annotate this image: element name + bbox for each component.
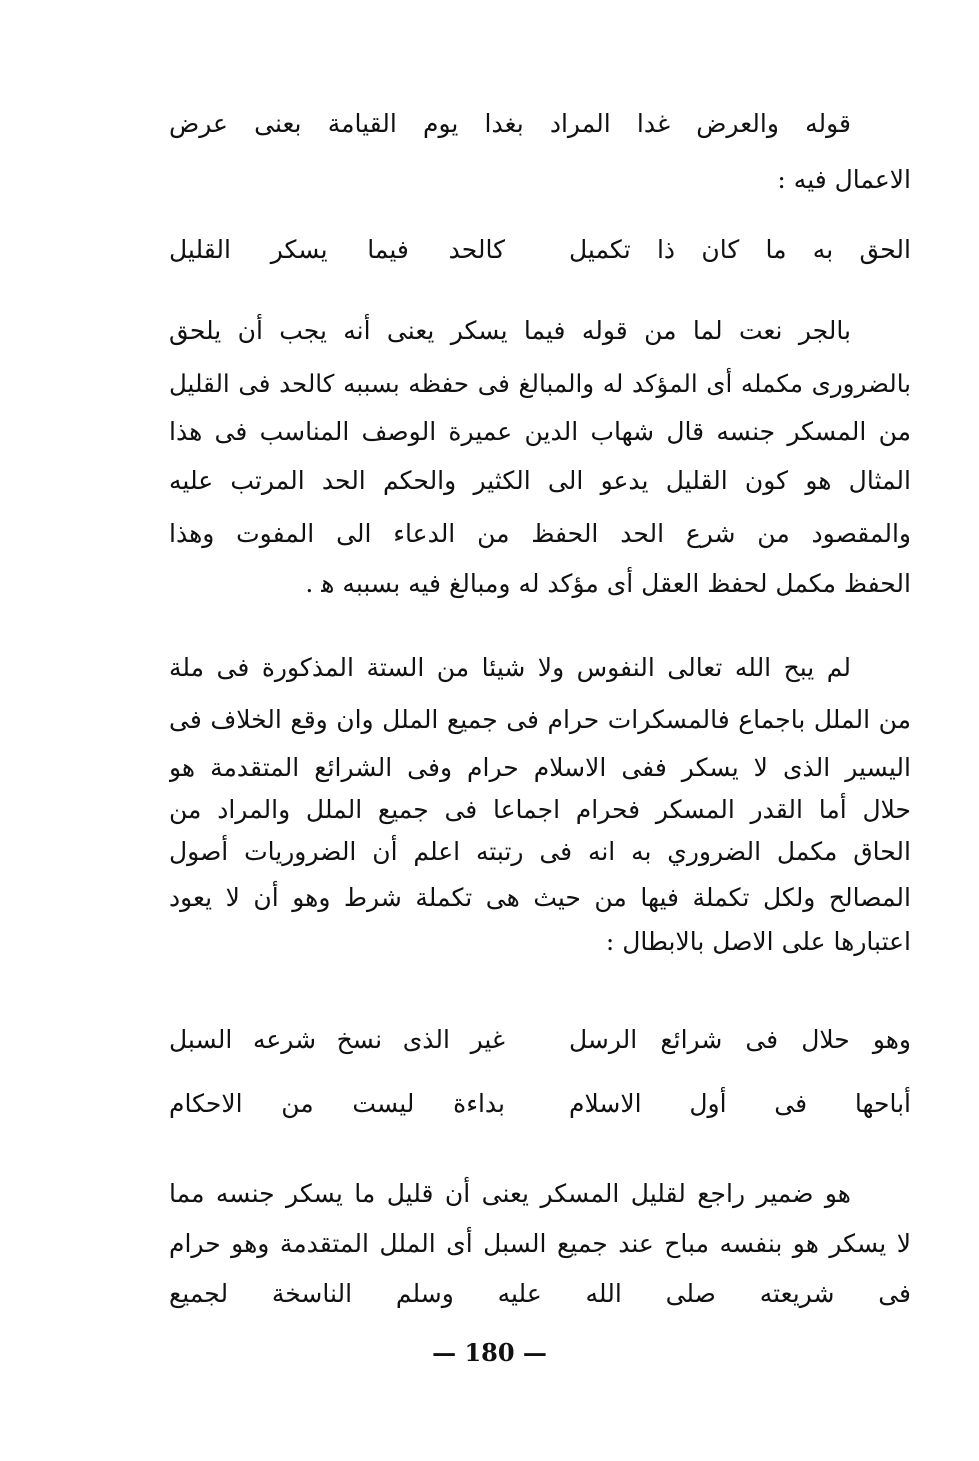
verse-first-hemistich: أباحها فى أول الاسلام	[569, 1089, 911, 1118]
text-line: فى شريعته صلى الله عليه وسلم الناسخة لجميع	[169, 1279, 911, 1308]
text-line: اليسير الذى لا يسكر ففى الاسلام حرام وفى الشرائع المتقدمة هو	[169, 753, 911, 782]
text-line: المصالح ولكل تكملة فيها من حيث هى تكملة شرط وهو أن لا يعود	[169, 883, 911, 912]
verse-line	[169, 1086, 911, 1122]
text-line: من المسكر جنسه قال شهاب الدين عميرة الوصف المناسب فى هذا	[169, 417, 911, 446]
verse-second-hemistich: بداءة ليست من الاحكام	[169, 1089, 505, 1118]
text-line: المثال هو كون القليل يدعو الى الكثير والحكم الحد المرتب عليه	[169, 466, 911, 495]
text-line: الحفظ مكمل لحفظ العقل أى مؤكد له ومبالغ فيه بسببه ﻫ .	[305, 569, 911, 598]
text-line: لم يبح الله تعالى النفوس ولا شيئا من الستة المذكورة فى ملة	[169, 653, 851, 682]
text-line: هو ضمير راجع لقليل المسكر يعنى أن قليل ما يسكر جنسه مما	[169, 1179, 851, 1208]
text-line: الاعمال فيه :	[777, 165, 911, 194]
text-line: لا يسكر هو بنفسه مباح عند جميع السبل أى الملل المتقدمة وهو حرام	[169, 1229, 911, 1258]
verse-line	[169, 1022, 911, 1058]
page-number: — 180 —	[432, 1338, 547, 1367]
verse-second-hemistich: كالحد فيما يسكر القليل	[169, 235, 505, 264]
verse-line	[169, 232, 911, 268]
verse-second-hemistich: غير الذى نسخ شرعه السبل	[169, 1025, 505, 1054]
text-line: الحاق مكمل الضروري به انه فى رتبته اعلم أن الضروريات أصول	[169, 837, 911, 866]
text-line: والمقصود من شرع الحد الحفظ من الدعاء الى المفوت وهذا	[169, 519, 911, 548]
verse-first-hemistich: وهو حلال فى شرائع الرسل	[569, 1025, 911, 1054]
text-line: من الملل باجماع فالمسكرات حرام فى جميع الملل وان وقع الخلاف فى	[169, 705, 911, 734]
text-line: حلال أما القدر المسكر فحرام اجماعا فى جميع الملل والمراد من	[169, 795, 911, 824]
text-line: بالضرورى مكمله أى المؤكد له والمبالغ فى حفظه بسببه كالحد فى القليل	[169, 369, 911, 398]
text-line: قوله والعرض غدا المراد بغدا يوم القيامة بعنى عرض	[169, 109, 851, 138]
verse-first-hemistich: الحق به ما كان ذا تكميل	[569, 235, 911, 264]
text-line: بالجر نعت لما من قوله فيما يسكر يعنى أنه يجب أن يلحق	[169, 316, 851, 345]
text-line: اعتبارها على الاصل بالابطال :	[605, 927, 911, 956]
